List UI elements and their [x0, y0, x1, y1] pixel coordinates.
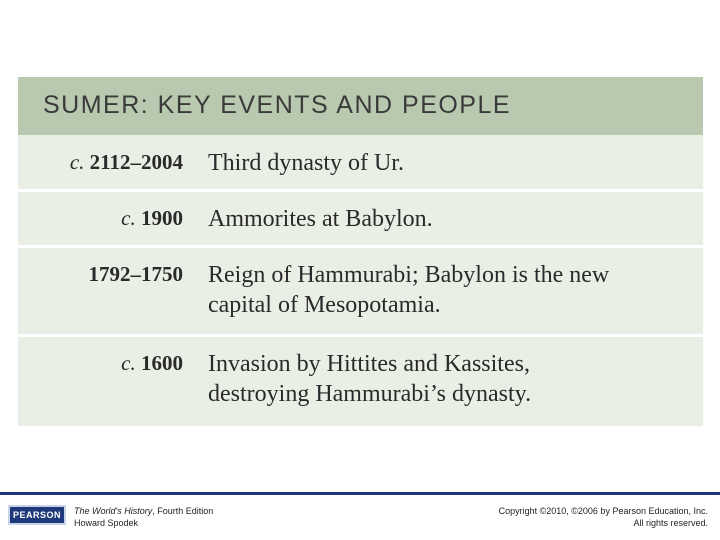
event-description	[208, 349, 678, 409]
date-value: 2112–2004	[89, 150, 183, 174]
footer-rule	[0, 492, 720, 495]
footer-book-info	[74, 505, 213, 529]
rights-text: All rights reserved.	[633, 518, 708, 528]
book-title: The World's History	[74, 506, 153, 516]
description-line: Invasion by Hittites and Kassites,	[208, 351, 530, 377]
event-row	[18, 351, 703, 421]
event-description	[208, 260, 678, 320]
event-row	[18, 206, 703, 246]
row-divider	[18, 189, 703, 192]
event-date	[121, 351, 183, 376]
row-divider	[18, 334, 703, 337]
book-author: Howard Spodek	[74, 518, 139, 528]
book-title-line	[74, 505, 213, 517]
panel-title: SUMER: KEY EVENTS AND PEOPLE	[43, 91, 512, 119]
circa-marker: c.	[121, 351, 136, 375]
event-row	[18, 150, 703, 190]
book-edition: , Fourth Edition	[152, 506, 214, 516]
copyright-text: Copyright ©2010, ©2006 by Pearson Education, Inc.	[498, 506, 708, 516]
date-value: 1600	[141, 351, 183, 375]
row-divider	[18, 245, 703, 248]
pearson-logo: PEARSON	[8, 505, 66, 525]
circa-marker: c.	[69, 150, 85, 174]
panel-header	[18, 77, 703, 135]
event-description: Ammorites at Babylon.	[208, 206, 433, 232]
date-value: 1900	[141, 206, 183, 230]
description-line: Reign of Hammurabi; Babylon is the new	[208, 262, 610, 288]
event-date	[70, 150, 183, 175]
event-date	[89, 262, 184, 287]
event-description: Third dynasty of Ur.	[208, 150, 404, 176]
footer-copyright	[499, 505, 708, 529]
key-events-panel	[18, 77, 703, 426]
description-line: destroying Hammurabi’s dynasty.	[208, 381, 532, 407]
circa-marker: c.	[121, 206, 136, 230]
date-value: 1792–1750	[88, 262, 183, 286]
event-date	[121, 206, 183, 231]
description-line: capital of Mesopotamia.	[208, 292, 441, 318]
event-row	[18, 262, 703, 332]
